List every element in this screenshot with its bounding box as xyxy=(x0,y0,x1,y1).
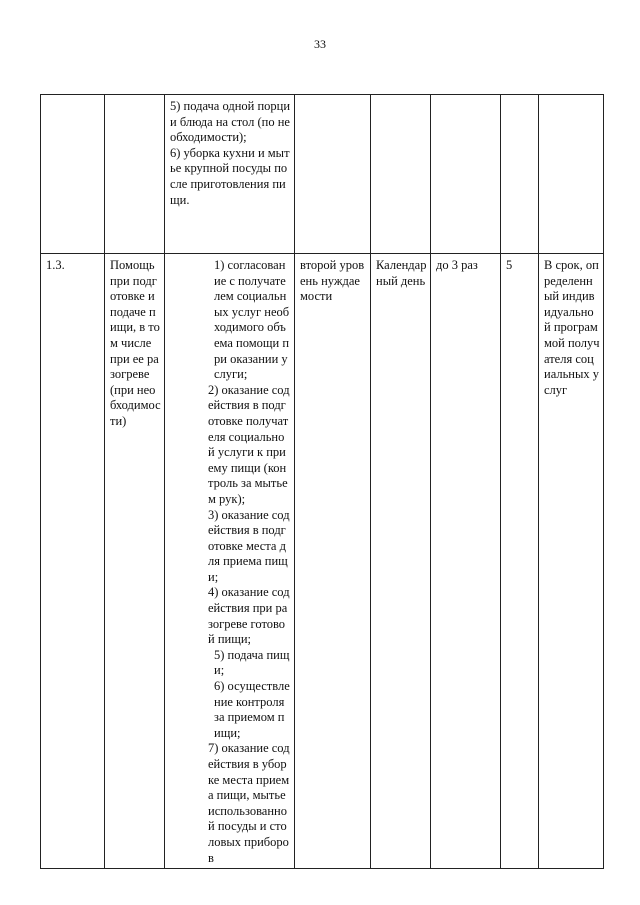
table-row xyxy=(41,254,604,869)
quantity-cell xyxy=(501,95,539,254)
service-item: 6) осуществление контроля за приемом пищи; xyxy=(214,679,290,740)
unit-cell: Календарный день xyxy=(371,254,431,869)
service-name-cell: Помощь при подготовке и подаче пищи, в том числе при ее разогреве (при необходимости) xyxy=(105,254,165,869)
service-content-cell xyxy=(165,254,295,869)
frequency-cell xyxy=(431,95,501,254)
need-level-cell xyxy=(295,95,371,254)
service-item: 2) оказание содействия в подготовке получателя социальной услуги к приему пищи (контроль за мытьем рук); xyxy=(208,382,290,506)
service-item: 6) уборка кухни и мытье крупной посуды после приготовления пищи. xyxy=(170,145,290,207)
service-content-cell xyxy=(165,95,295,254)
service-name-cell xyxy=(105,95,165,254)
quantity-cell: 5 xyxy=(501,254,539,869)
service-item: 5) подача пищи; xyxy=(214,647,290,678)
service-item: 3) оказание содействия в подготовке места для приема пищи; xyxy=(208,507,290,584)
term-cell: В срок, определенный индивидуальной программой получателя социальных услуг xyxy=(539,254,604,869)
service-item: 1) согласование с получателем социальных услуг необходимого объема помощи при оказании услуги; xyxy=(214,258,290,382)
service-item: 5) подача одной порции блюда на стол (по необходимости); xyxy=(170,99,291,145)
row-number-cell xyxy=(41,95,105,254)
service-item: 4) оказание содействия при разогреве готовой пищи; xyxy=(208,585,290,647)
row-number-cell: 1.3. xyxy=(41,254,105,869)
page-number: 33 xyxy=(314,37,326,51)
term-cell xyxy=(539,95,604,254)
service-item: 7) оказание содействия в уборке места приема пищи, мытье использованной посуды и столовых приборов xyxy=(208,741,290,865)
services-table xyxy=(40,94,604,869)
table-row xyxy=(41,95,604,254)
frequency-cell: до 3 раз xyxy=(431,254,501,869)
unit-cell xyxy=(371,95,431,254)
need-level-cell: второй уровень нуждаемости xyxy=(295,254,371,869)
